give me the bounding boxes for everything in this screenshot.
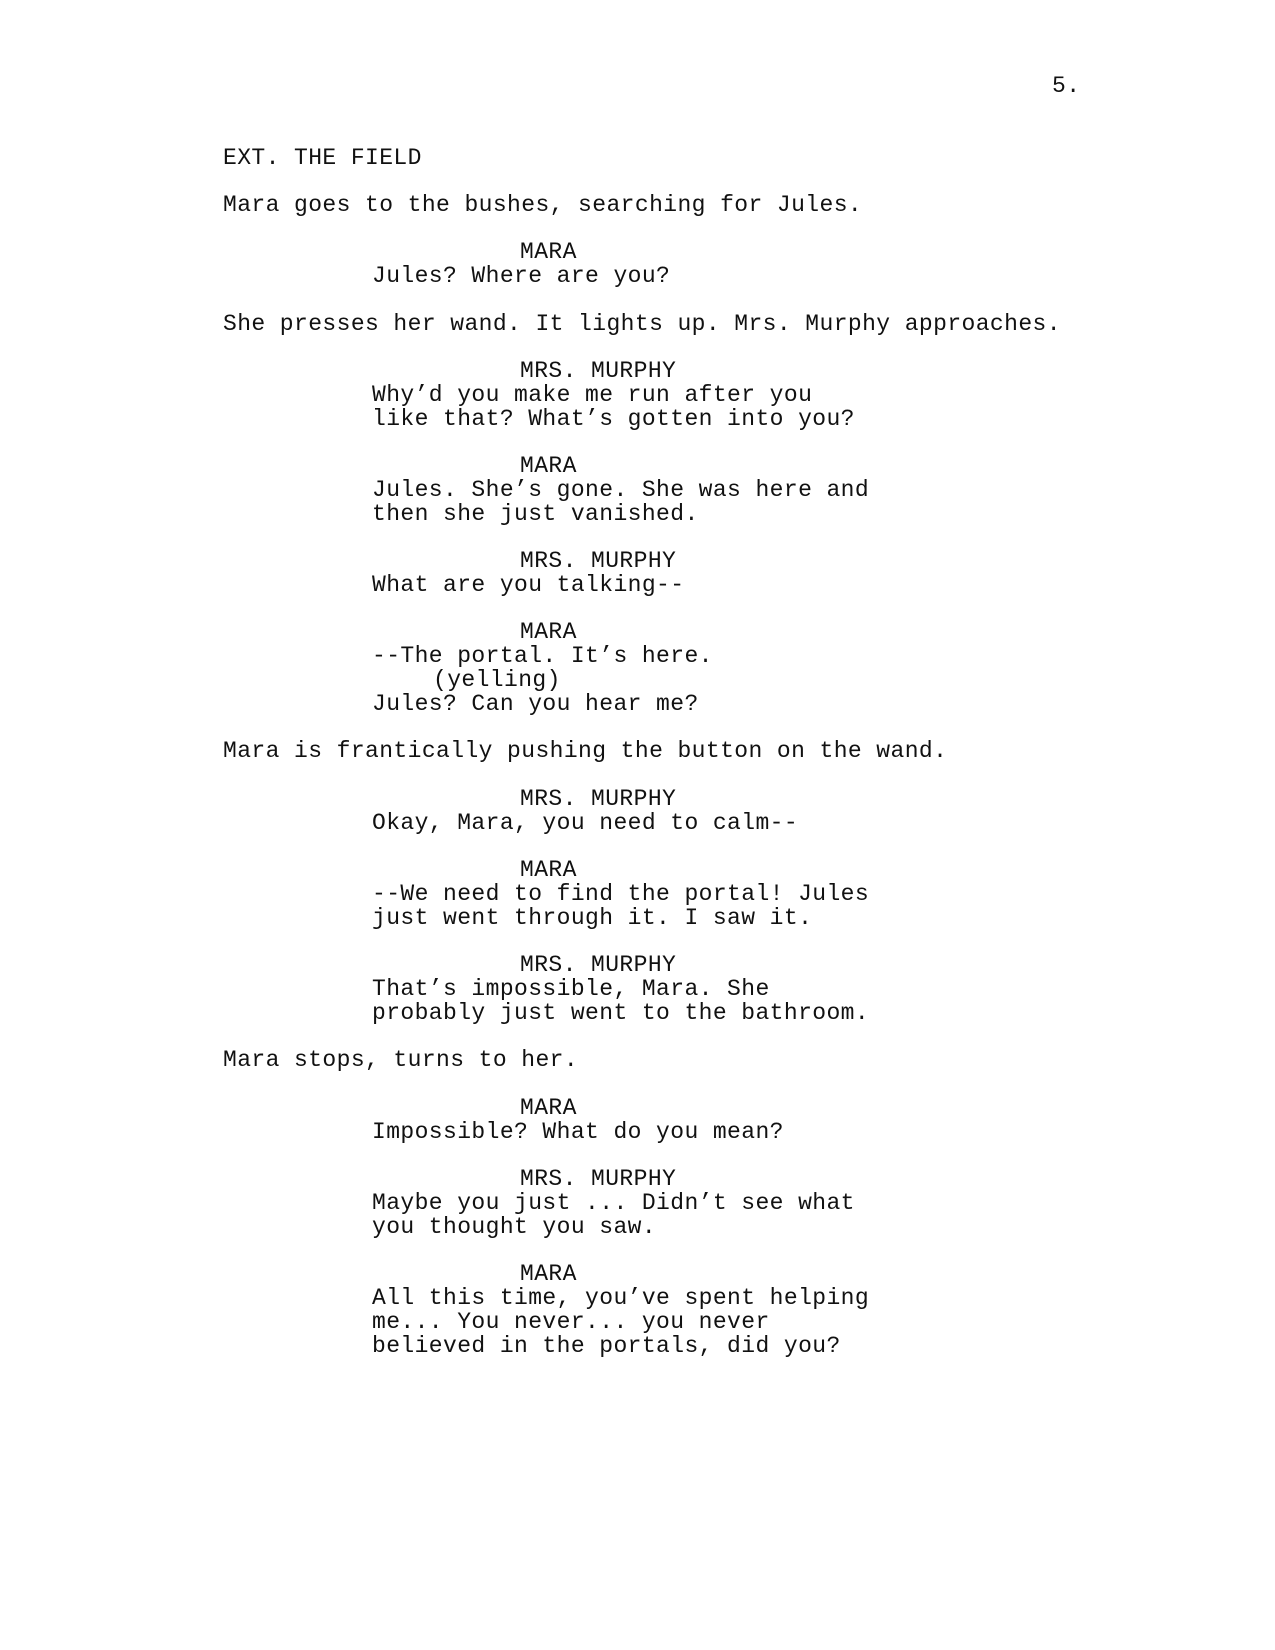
action-line: Mara goes to the bushes, searching for Jules. (223, 192, 863, 218)
character-name: MRS. MURPHY (520, 548, 677, 574)
action-line: Mara stops, turns to her. (223, 1047, 579, 1073)
character-name: MRS. MURPHY (520, 1166, 677, 1192)
dialogue-line: Okay, Mara, you need to calm-- (372, 810, 799, 836)
scene-heading: EXT. THE FIELD (223, 145, 422, 171)
character-name: MRS. MURPHY (520, 952, 677, 978)
dialogue-line: me... You never... you never (372, 1309, 770, 1335)
dialogue-line: What are you talking-- (372, 572, 685, 598)
page-number: 5. (1052, 73, 1081, 99)
dialogue-line: Maybe you just ... Didn’t see what (372, 1190, 855, 1216)
character-name: MARA (520, 857, 577, 883)
dialogue-line: then she just vanished. (372, 501, 699, 527)
dialogue-line: That’s impossible, Mara. She (372, 976, 770, 1002)
dialogue-line: Jules? Can you hear me? (372, 691, 699, 717)
dialogue-line: probably just went to the bathroom. (372, 1000, 870, 1026)
character-name: MARA (520, 619, 577, 645)
character-name: MRS. MURPHY (520, 786, 677, 812)
dialogue-line: Why’d you make me run after you (372, 382, 813, 408)
character-name: MARA (520, 239, 577, 265)
parenthetical: (yelling) (433, 667, 561, 693)
character-name: MRS. MURPHY (520, 358, 677, 384)
character-name: MARA (520, 1261, 577, 1287)
dialogue-line: Jules? Where are you? (372, 263, 671, 289)
dialogue-line: Jules. She’s gone. She was here and (372, 477, 870, 503)
character-name: MARA (520, 453, 577, 479)
character-name: MARA (520, 1095, 577, 1121)
dialogue-line: Impossible? What do you mean? (372, 1119, 784, 1145)
dialogue-line: All this time, you’ve spent helping (372, 1285, 870, 1311)
action-line: She presses her wand. It lights up. Mrs. Murphy approaches. (223, 311, 1061, 337)
dialogue-line: believed in the portals, did you? (372, 1333, 841, 1359)
dialogue-line: just went through it. I saw it. (372, 905, 813, 931)
dialogue-line: you thought you saw. (372, 1214, 657, 1240)
dialogue-line: like that? What’s gotten into you? (372, 406, 855, 432)
dialogue-line: --The portal. It’s here. (372, 643, 713, 669)
action-line: Mara is frantically pushing the button on the wand. (223, 738, 948, 764)
dialogue-line: --We need to find the portal! Jules (372, 881, 870, 907)
